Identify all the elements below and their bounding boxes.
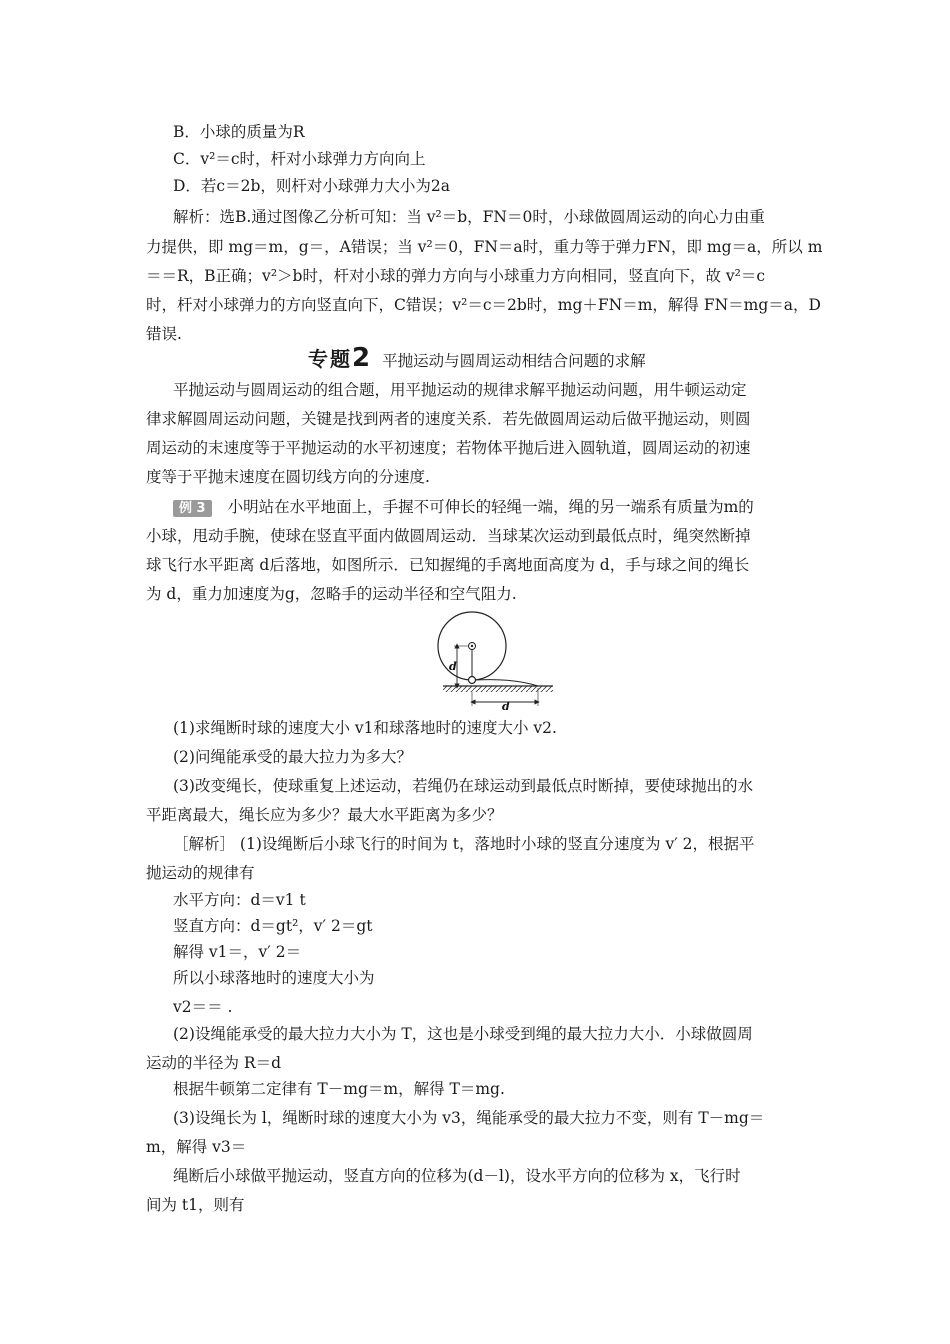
prev-solution-line: 解析：选B.通过图像乙分析可知：当 v²＝b，FN＝0时，小球做圆周运动的向心力由重 xyxy=(173,208,765,226)
example-line: 球飞行水平距离 d后落地，如图所示．已知握绳的手离地面高度为 d，手与球之间的绳长 xyxy=(146,556,750,574)
prev-solution-line: 错误. xyxy=(146,325,182,343)
solution-line: 运动的半径为 R＝d xyxy=(146,1054,282,1072)
topic-number: 2 xyxy=(352,343,371,373)
solution-line: (2)设绳能承受的最大拉力大小为 T，这也是小球受到绳的最大拉力大小．小球做圆周 xyxy=(173,1025,753,1043)
ball-icon xyxy=(469,677,476,684)
solution-line: 根据牛顿第二定律有 T－mg＝m，解得 T＝mg. xyxy=(173,1080,505,1098)
intro-line: 度等于平抛末速度在圆切线方向的分速度. xyxy=(146,468,430,486)
topic-title: 平抛运动与圆周运动相结合问题的求解 xyxy=(382,352,646,370)
trajectory-curve xyxy=(475,680,538,686)
example-line: 为 d，重力加速度为g，忽略手的运动半径和空气阻力. xyxy=(146,585,517,603)
solution-line: m，解得 v3＝ xyxy=(146,1138,247,1156)
example-line: 小球，甩动手腕，使球在竖直平面内做圆周运动．当球某次运动到最低点时，绳突然断掉 xyxy=(146,527,751,545)
solution-line: 绳断后小球做平抛运动，竖直方向的位移为(d－l)，设水平方向的位移为 x，飞行时 xyxy=(173,1167,741,1185)
example-line: 小明站在水平地面上，手握不可伸长的轻绳一端，绳的另一端系有质量为m的 xyxy=(227,498,754,516)
prev-solution-line: 力提供，即 mg＝m，g＝，A错误；当 v²＝0，FN＝a时，重力等于弹力FN，即 mg＝a，所以 m xyxy=(146,238,823,256)
topic-heading xyxy=(308,343,646,373)
solution-line: 抛运动的规律有 xyxy=(146,864,255,882)
question-line: (3)改变绳长，使球重复上述运动，若绳仍在球运动到最低点时断掉，要使球抛出的水 xyxy=(173,777,753,795)
horizontal-dimension-label: d xyxy=(502,700,510,712)
intro-line: 平抛运动与圆周运动的组合题，用平抛运动的规律求解平抛运动问题，用牛顿运动定 xyxy=(173,381,747,399)
example-first-line xyxy=(173,495,754,519)
solution-line: (3)设绳长为 l，绳断时球的速度大小为 v3，绳能承受的最大拉力不变，则有 T－mg＝ xyxy=(173,1109,765,1127)
hand-center-icon xyxy=(471,645,473,647)
option-c: C．v²＝c时，杆对小球弹力方向向上 xyxy=(173,150,426,168)
question-line: 平距离最大，绳长应为多少？最大水平距离为多少？ xyxy=(146,806,503,824)
intro-line: 周运动的末速度等于平抛运动的水平初速度；若物体平抛后进入圆轨道，圆周运动的初速 xyxy=(146,439,751,457)
solution-line: 解得 v1＝，v′ 2＝ xyxy=(173,943,302,961)
intro-line: 律求解圆周运动问题，关键是找到两者的速度关系．若先做圆周运动后做平抛运动，则圆 xyxy=(146,410,751,428)
question-line: (1)求绳断时球的速度大小 v1和球落地时的速度大小 v2. xyxy=(173,719,557,737)
circular-motion-figure xyxy=(433,610,558,712)
option-d: D．若c＝2b，则杆对小球弹力大小为2a xyxy=(173,177,450,195)
solution-line: 水平方向：d＝v1 t xyxy=(173,891,306,909)
topic-label: 专题 xyxy=(308,347,352,371)
question-line: (2)问绳能承受的最大拉力为多大？ xyxy=(173,748,412,766)
prev-solution-line: ＝＝R，B正确；v²＞b时，杆对小球的弹力方向与小球重力方向相同，竖直向下，故 v²＝c xyxy=(146,267,766,285)
ground-hatch xyxy=(443,686,553,692)
solution-line: ［解析］ (1)设绳断后小球飞行的时间为 t，落地时小球的竖直分速度为 v′ 2，根据平 xyxy=(173,835,755,853)
vertical-dimension-label: d xyxy=(449,660,457,673)
option-b: B．小球的质量为R xyxy=(173,123,305,141)
prev-solution-line: 时，杆对小球弹力的方向竖直向下，C错误；v²＝c＝2b时，mg＋FN＝m，解得 FN＝mg＝a，D xyxy=(146,296,821,314)
solution-line: 所以小球落地时的速度大小为 xyxy=(173,969,375,987)
solution-line: 竖直方向：d＝gt²，v′ 2＝gt xyxy=(173,917,373,935)
solution-line: 间为 t1，则有 xyxy=(146,1196,245,1214)
example-badge: 例 3 xyxy=(173,500,212,517)
solution-line: v2＝＝ . xyxy=(173,998,233,1016)
